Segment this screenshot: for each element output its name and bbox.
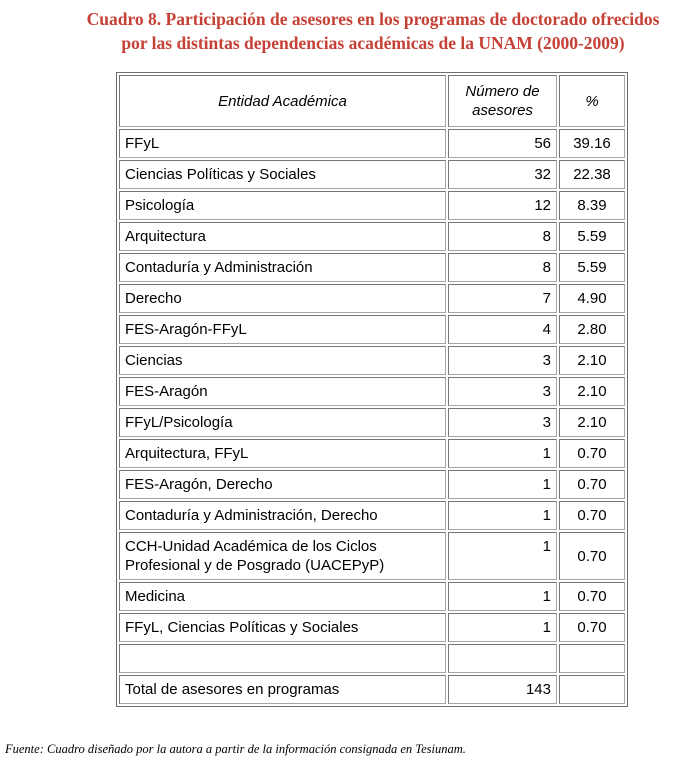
table-row (119, 675, 625, 704)
count-cell: 1 (448, 501, 557, 530)
header-percent: % (559, 75, 625, 127)
percent-cell: 0.70 (559, 532, 625, 580)
count-cell: 4 (448, 315, 557, 344)
percent-cell: 8.39 (559, 191, 625, 220)
entity-cell: CCH-Unidad Académica de los Ciclos Profesional y de Posgrado (UACEPyP) (119, 532, 446, 580)
count-cell: 32 (448, 160, 557, 189)
percent-cell (559, 644, 625, 673)
count-cell: 3 (448, 377, 557, 406)
percent-cell (559, 675, 625, 704)
table-row (119, 408, 625, 437)
percent-cell: 4.90 (559, 284, 625, 313)
percent-cell: 0.70 (559, 501, 625, 530)
entity-cell: Total de asesores en programas (119, 675, 446, 704)
count-cell: 12 (448, 191, 557, 220)
table-caption (73, 7, 673, 55)
entity-cell: Contaduría y Administración, Derecho (119, 501, 446, 530)
table-row (119, 501, 625, 530)
count-cell: 143 (448, 675, 557, 704)
table-body (119, 129, 625, 704)
percent-cell: 22.38 (559, 160, 625, 189)
asesores-table (116, 72, 628, 707)
table-row (119, 315, 625, 344)
percent-cell: 5.59 (559, 253, 625, 282)
entity-cell: Contaduría y Administración (119, 253, 446, 282)
entity-cell: Arquitectura (119, 222, 446, 251)
table-row (119, 582, 625, 611)
table-row (119, 222, 625, 251)
count-cell: 7 (448, 284, 557, 313)
table-row (119, 439, 625, 468)
entity-cell: FES-Aragón, Derecho (119, 470, 446, 499)
entity-cell: FFyL (119, 129, 446, 158)
header-numero-asesores: Número de asesores (448, 75, 557, 127)
percent-cell: 2.10 (559, 346, 625, 375)
percent-cell: 0.70 (559, 582, 625, 611)
percent-cell: 2.80 (559, 315, 625, 344)
count-cell: 3 (448, 408, 557, 437)
percent-cell: 0.70 (559, 470, 625, 499)
table-row (119, 532, 625, 580)
percent-cell: 39.16 (559, 129, 625, 158)
caption-line-2: por las distintas dependencias académicas de la UNAM (2000-2009) (121, 33, 625, 53)
count-cell: 8 (448, 222, 557, 251)
table-row (119, 129, 625, 158)
count-cell: 1 (448, 582, 557, 611)
entity-cell: Arquitectura, FFyL (119, 439, 446, 468)
entity-cell: Ciencias (119, 346, 446, 375)
header-row (119, 75, 625, 127)
table-row (119, 253, 625, 282)
table-row (119, 191, 625, 220)
percent-cell: 0.70 (559, 613, 625, 642)
table-row (119, 644, 625, 673)
entity-cell: Medicina (119, 582, 446, 611)
table-row (119, 346, 625, 375)
entity-cell: Psicología (119, 191, 446, 220)
count-cell: 3 (448, 346, 557, 375)
table-row (119, 613, 625, 642)
count-cell: 8 (448, 253, 557, 282)
percent-cell: 2.10 (559, 377, 625, 406)
count-cell: 1 (448, 613, 557, 642)
percent-cell: 5.59 (559, 222, 625, 251)
entity-cell (119, 644, 446, 673)
percent-cell: 2.10 (559, 408, 625, 437)
caption-line-1: Cuadro 8. Participación de asesores en los programas de doctorado ofrecidos (86, 9, 660, 29)
count-cell: 1 (448, 439, 557, 468)
count-cell: 1 (448, 532, 557, 580)
count-cell: 1 (448, 470, 557, 499)
entity-cell: FES-Aragón-FFyL (119, 315, 446, 344)
entity-cell: Derecho (119, 284, 446, 313)
header-entidad-academica: Entidad Académica (119, 75, 446, 127)
entity-cell: Ciencias Políticas y Sociales (119, 160, 446, 189)
entity-cell: FFyL/Psicología (119, 408, 446, 437)
count-cell (448, 644, 557, 673)
source-note: Fuente: Cuadro diseñado por la autora a partir de la información consignada en Tesiunam. (5, 742, 466, 756)
entity-cell: FFyL, Ciencias Políticas y Sociales (119, 613, 446, 642)
percent-cell: 0.70 (559, 439, 625, 468)
table-row (119, 470, 625, 499)
table-row (119, 160, 625, 189)
count-cell: 56 (448, 129, 557, 158)
table-row (119, 284, 625, 313)
table-row (119, 377, 625, 406)
entity-cell: FES-Aragón (119, 377, 446, 406)
